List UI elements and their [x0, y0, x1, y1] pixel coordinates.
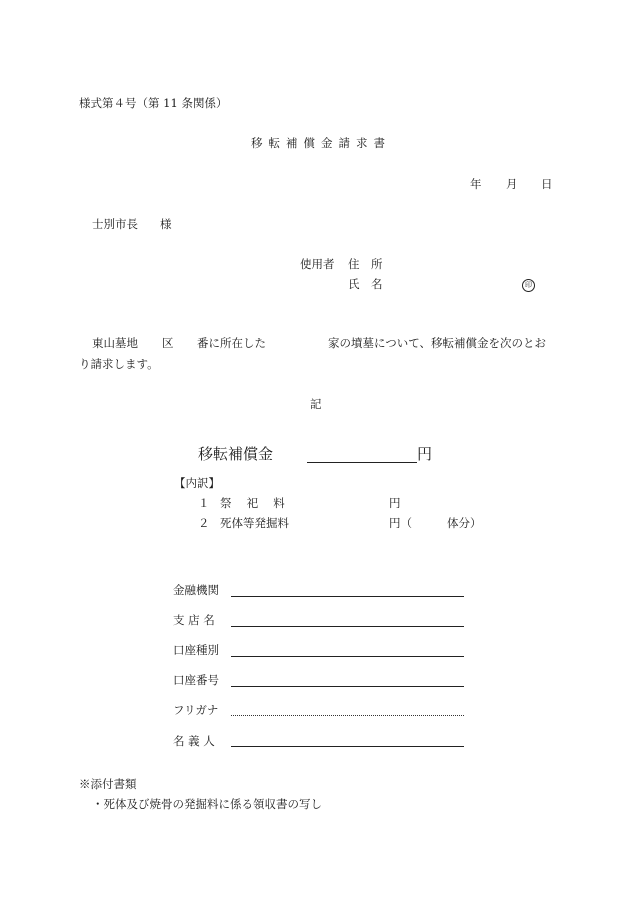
- breakdown-item-no: １: [198, 496, 210, 510]
- date-day: 日: [541, 177, 553, 191]
- field-label-furigana: フリガナ: [173, 703, 219, 717]
- field-label-branch: 支 店 名: [173, 613, 215, 627]
- field-line-bank[interactable]: [231, 596, 464, 597]
- breakdown-item-unit: 円: [389, 496, 401, 510]
- body-ku: 区: [162, 336, 174, 350]
- field-line-holder[interactable]: [231, 746, 464, 747]
- field-line-furigana[interactable]: [231, 715, 464, 716]
- field-line-account-type[interactable]: [231, 656, 464, 657]
- date-month: 月: [506, 177, 518, 191]
- field-label-account-type: 口座種別: [173, 643, 219, 657]
- date-year: 年: [470, 177, 482, 191]
- field-line-branch[interactable]: [231, 626, 464, 627]
- addressee-name: 士別市長: [92, 217, 138, 231]
- attachments-item: ・死体及び焼骨の発掘料に係る領収書の写し: [92, 797, 322, 811]
- applicant-role: 使用者: [300, 257, 335, 271]
- breakdown-item-suffix: 体分）: [447, 516, 482, 530]
- addressee-honorific: 様: [160, 217, 172, 231]
- body-place: 東山墓地: [92, 336, 138, 350]
- body-rest: 家の墳墓について、移転補償金を次のとお: [328, 336, 547, 350]
- applicant-address-label: 住 所: [348, 257, 383, 271]
- form-number: 様式第４号（第 11 条関係）: [79, 96, 228, 110]
- amount-line: [307, 462, 417, 463]
- seal-mark: 印: [522, 278, 535, 292]
- ki-heading: 記: [310, 397, 322, 411]
- field-label-holder: 名 義 人: [173, 734, 215, 748]
- body-line2: り請求します。: [79, 357, 159, 371]
- breakdown-item-label: 祭 祀 料: [220, 496, 285, 510]
- breakdown-header: 【内訳】: [174, 476, 220, 490]
- body-ban: 番に所在した: [197, 336, 266, 350]
- attachments-header: ※添付書類: [79, 777, 137, 791]
- amount-label: 移転補償金: [198, 445, 274, 463]
- breakdown-item-label: 死体等発掘料: [220, 516, 289, 530]
- amount-unit: 円: [417, 445, 433, 463]
- breakdown-item-unit: 円（: [389, 516, 412, 530]
- applicant-name-label: 氏 名: [348, 277, 383, 291]
- field-label-bank: 金融機関: [173, 583, 219, 597]
- field-label-account-number: 口座番号: [173, 673, 219, 687]
- field-line-account-number[interactable]: [231, 686, 464, 687]
- breakdown-item-no: ２: [198, 516, 210, 530]
- page-title: 移転補償金請求書: [251, 136, 391, 150]
